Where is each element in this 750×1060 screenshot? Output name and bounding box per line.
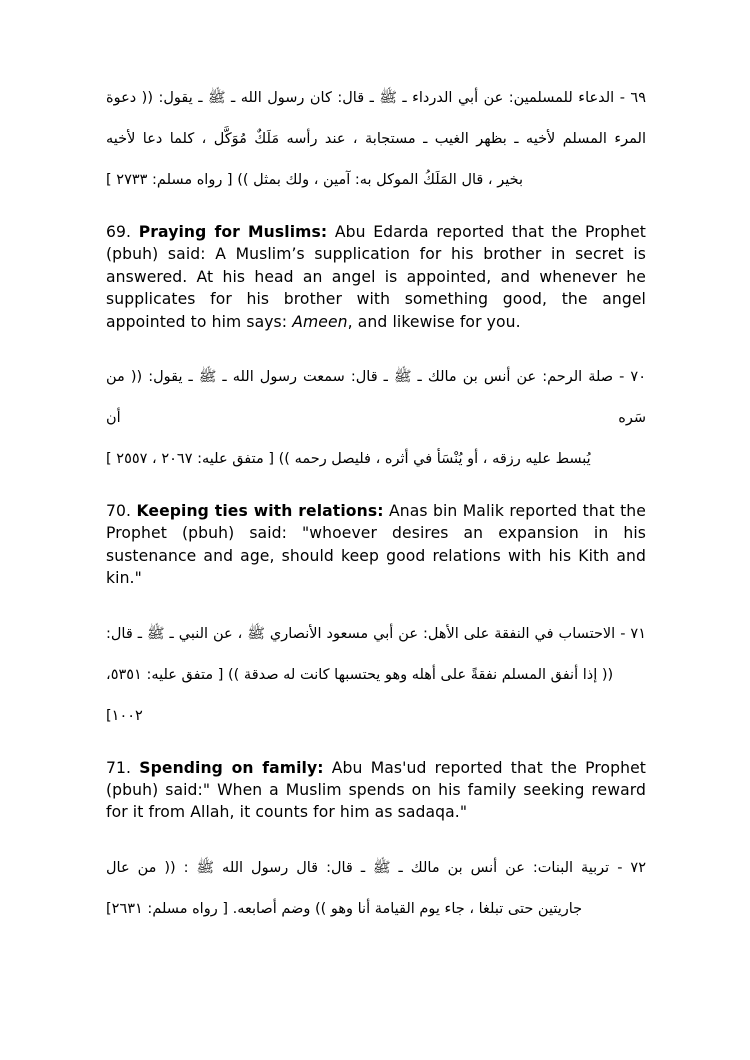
hadith-english-70 bbox=[106, 500, 646, 590]
entry-body: Abu Mas'ud reported that the Prophet (pbuh) said:" When a Muslim spends on his family seeking reward for it from Allah, it counts for him as sadaqa." bbox=[106, 758, 647, 822]
arabic-line: المرء المسلم لأخيه ـ بظهر الغيب ـ مستجابة ، عند رأسه مَلَكٌ مُوَكَّل ، كلما دعا لأخيه bbox=[106, 131, 646, 147]
arabic-line-with-reference: بخير ، قال المَلَكُ الموكل به: آمين ، ولك بمثل )) [ رواه مسلم: ٢٧٣٣ ] bbox=[106, 172, 523, 188]
spacer bbox=[106, 201, 646, 221]
entry-body: Abu Edarda reported that the Prophet (pbuh) said: A Muslim’s supplication for his brother in secret is answered. At his head an angel is appointed, and whenever he supplicates for his brother with something good, the angel appointed to him says: bbox=[106, 223, 646, 331]
spacer bbox=[106, 480, 646, 500]
arabic-line: ٧٢ - تربية البنات: عن أنس بن مالك ـ ﷺ ـ قال: قال رسول الله ﷺ : (( من عال bbox=[106, 859, 646, 876]
hadith-english-71 bbox=[106, 757, 646, 824]
spacer bbox=[106, 590, 646, 614]
entry-number: 71. bbox=[106, 758, 132, 777]
arabic-line-with-reference: يُبسط عليه رزقه ، أو يُنْسَأ في أثره ، فليصل رحمه )) [ متفق عليه: ٢٠٦٧ ، ٢٥٥٧ ] bbox=[106, 451, 591, 468]
arabic-line: ٦٩ - الدعاء للمسلمين: عن أبي الدرداء ـ ﷺ ـ قال: كان رسول الله ـ ﷺ ـ يقول: (( دعوة bbox=[106, 90, 646, 106]
hadith-arabic-71 bbox=[106, 614, 646, 737]
entry-body-tail: , and likewise for you. bbox=[347, 312, 521, 331]
hadith-arabic-72 bbox=[106, 848, 646, 930]
entry-body: Anas bin Malik reported that the Prophet (pbuh) said: "whoever desires an expansion in his sustenance and age, should keep good relations with his Kith and kin." bbox=[106, 502, 646, 588]
hadith-arabic-70 bbox=[106, 357, 646, 480]
entry-title: Keeping ties with relations: bbox=[136, 502, 384, 521]
spacer bbox=[106, 824, 646, 848]
arabic-line: ٧١ - الاحتساب في النفقة على الأهل: عن أبي مسعود الأنصاري ﷺ ، عن النبي ـ ﷺ ـ قال: bbox=[106, 625, 646, 642]
page-content bbox=[106, 78, 646, 930]
entry-number: 70. bbox=[106, 502, 132, 521]
entry-emphasis: Ameen bbox=[292, 312, 348, 331]
spacer bbox=[106, 737, 646, 757]
entry-title: Praying for Muslims: bbox=[138, 223, 328, 241]
arabic-line-with-reference: (( إذا أنفق المسلم نفقةً على أهله وهو يحتسبها كانت له صدقة )) [ متفق عليه: ٥٣٥١، ١٠٠٢] bbox=[106, 666, 614, 724]
spacer bbox=[106, 333, 646, 357]
hadith-arabic-69 bbox=[106, 78, 646, 201]
entry-title: Spending on family: bbox=[139, 758, 324, 777]
entry-number: 69. bbox=[106, 223, 132, 241]
arabic-line: ٧٠ - صلة الرحم: عن أنس بن مالك ـ ﷺ ـ قال: سمعت رسول الله ـ ﷺ ـ يقول: (( من سَره أن bbox=[106, 369, 646, 427]
hadith-english-69 bbox=[106, 221, 646, 333]
arabic-line-with-reference: جاريتين حتى تبلغا ، جاء يوم القيامة أنا وهو )) وضم أصابعه. [ رواه مسلم: ٢٦٣١] bbox=[106, 900, 583, 917]
